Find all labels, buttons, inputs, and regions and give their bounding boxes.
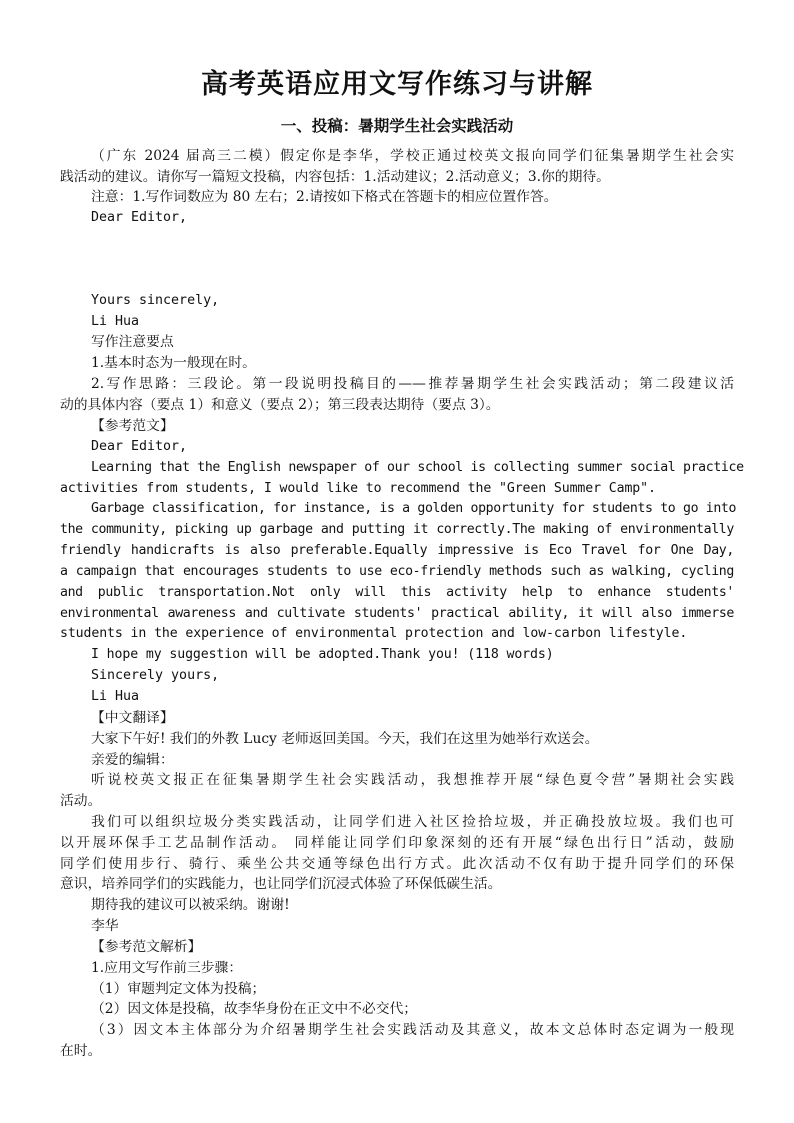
translation-p1-line-2: 活动。	[60, 793, 102, 809]
tips-point-2-line-2: 动的具体内容（要点 1）和意义（要点 2）；第三段表达期待（要点 3）。	[60, 397, 500, 413]
tips-point-1: 1.基本时态为一般现在时。	[91, 355, 256, 371]
model-p1-line-2: activities from students, I would like to recommend the "Green Summer Camp".	[60, 481, 656, 496]
analysis-step-1: （1）审题判定文体为投稿；	[91, 981, 266, 997]
translation-p1-line-1: 听说校英文报正在征集暑期学生社会实践活动，我想推荐开展“绿色夏令营”暑期社会实践	[91, 772, 734, 788]
translation-p3: 期待我的建议可以被采纳。谢谢!	[91, 897, 290, 913]
translation-line-1: 大家下午好! 我们的外教 Lucy 老师返回美国。今天，我们在这里为她举行欢送会。	[91, 731, 599, 747]
prompt-closing: Yours sincerely,	[91, 293, 220, 308]
section-heading: 一、投稿：暑期学生社会实践活动	[280, 117, 514, 135]
model-p2-line-5: and public transportation.Not only will this activity help to enhance students'	[60, 585, 734, 600]
tips-point-2-line-1: 2.写作思路：三段论。第一段说明投稿目的——推荐暑期学生社会实践活动；第二段建议活	[91, 376, 734, 392]
model-closing: Sincerely yours,	[91, 668, 220, 683]
model-p2-line-2: the community, picking up garbage and putting it correctly.The making of environmentally	[60, 522, 734, 537]
prompt-signature: Li Hua	[91, 314, 140, 329]
prompt-line-2: 践活动的建议。请你写一篇短文投稿，内容包括：1.活动建议；2.活动意义；3.你的期待。	[60, 169, 610, 185]
analysis-heading: 【参考范文解析】	[91, 939, 202, 955]
model-p2-line-4: a campaign that encourages students to use eco-friendly methods such as walking, cycling	[60, 564, 734, 579]
model-signature: Li Hua	[91, 689, 140, 704]
model-p2-line-6: environmental awareness and cultivate students' practical ability, it will also immerse	[60, 606, 734, 621]
model-p2-line-1: Garbage classification, for instance, is a golden opportunity for students to go into	[91, 501, 737, 516]
translation-salutation: 亲爱的编辑：	[91, 752, 174, 768]
analysis-step-3-line-2: 在时。	[60, 1043, 102, 1059]
analysis-step: 1.应用文写作前三步骤：	[91, 960, 243, 976]
analysis-step-2: （2）因文体是投稿，故李华身份在正文中不必交代；	[91, 1001, 418, 1017]
translation-p2-line-3: 同学们使用步行、骑行、乘坐公共交通等绿色出行方式。此次活动不仅有助于提升同学们的环保	[60, 856, 734, 872]
model-p1-line-1: Learning that the English newspaper of our school is collecting summer social practice	[91, 460, 744, 475]
translation-heading: 【中文翻译】	[91, 710, 174, 726]
prompt-note: 注意：1.写作词数应为 80 左右；2.请按如下格式在答题卡的相应位置作答。	[91, 189, 558, 205]
model-p2-line-7: students in the experience of environmental protection and low-carbon lifestyle.	[60, 626, 688, 641]
page-title: 高考英语应用文写作练习与讲解	[201, 69, 593, 100]
model-p3: I hope my suggestion will be adopted.Thank you! (118 words)	[91, 647, 554, 662]
model-heading: 【参考范文】	[91, 418, 174, 434]
prompt-line-1: （广东 2024 届高三二模）假定你是李华，学校正通过校英文报向同学们征集暑期学生社会实	[91, 148, 734, 164]
translation-p2-line-1: 我们可以组织垃圾分类实践活动，让同学们进入社区捡拾垃圾，并正确投放垃圾。我们也可	[91, 814, 734, 830]
translation-p2-line-4: 意识，培养同学们的实践能力，也让同学们沉浸式体验了环保低碳生活。	[60, 876, 502, 892]
model-salutation: Dear Editor,	[91, 439, 188, 454]
translation-p2-line-2: 以开展环保手工艺品制作活动。 同样能让同学们印象深刻的还有开展“绿色出行日”活动，鼓励	[60, 835, 734, 851]
prompt-salutation: Dear Editor,	[91, 210, 188, 225]
translation-signature: 李华	[91, 918, 119, 934]
model-p2-line-3: friendly handicrafts is also preferable.Equally impressive is Eco Travel for One Day,	[60, 543, 734, 558]
tips-heading: 写作注意要点	[91, 334, 174, 350]
analysis-step-3-line-1: （3）因文本主体部分为介绍暑期学生社会实践活动及其意义，故本文总体时态定调为一般现	[91, 1022, 734, 1038]
